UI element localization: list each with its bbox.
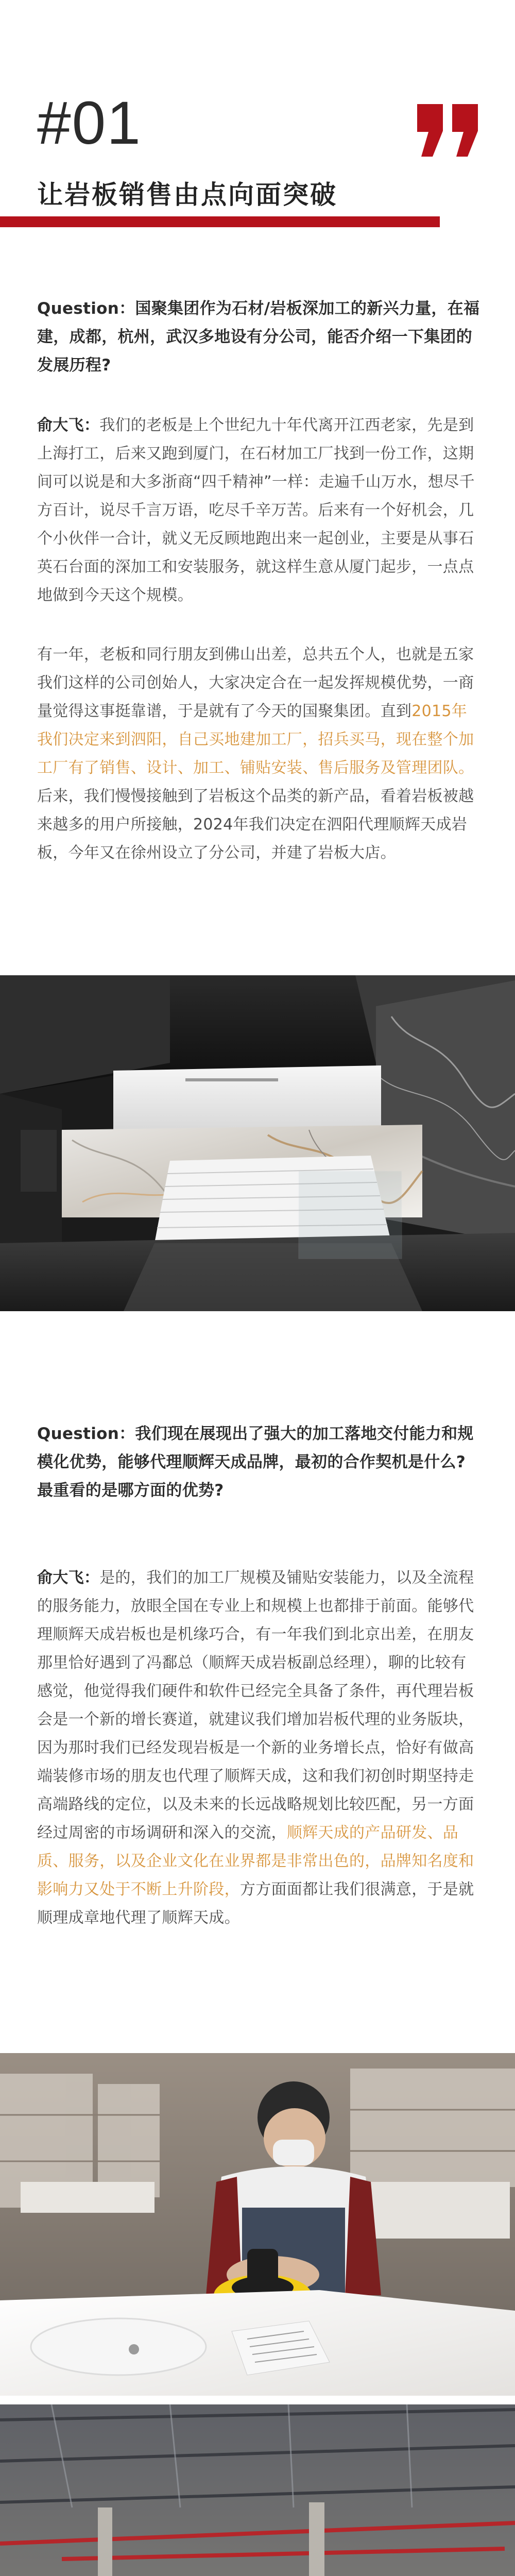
answer-2-paragraph (37, 1564, 480, 1932)
answer-2-text-after: 后来，我们慢慢接触到了岩板这个品类的新产品，看着岩板被越来越多的用户所接触，2024年我们决定在泗阳代理顺辉天成岩板，今年又在徐州设立了分公司，并建了岩板大店。 (37, 787, 474, 862)
title-underline-bar (0, 216, 440, 227)
answer-1-paragraph-2 (37, 640, 480, 867)
answer-3-text-after: 方方面面都让我们很满意，于是就顺理成章地代理了顺辉天成。 (37, 1880, 474, 1927)
factory-floor-photo (0, 2404, 515, 2576)
answer-1-paragraph-1 (37, 411, 480, 609)
answer-3-text-before: 是的，我们的加工厂规模及铺贴安装能力，以及全流程的服务能力，放眼全国在专业上和规模上也都排于前面。能够代理顺辉天成岩板也是机缘巧合，有一年我们到北京出差，在朋友那里恰好遇到了冯鄱总（顺辉天成岩板副总经理），聊的比较有感觉，他觉得我们硬件和软件已经完全具备了条件，再代理岩板会是一个新的增长赛道，就建议我们增加岩板代理的业务版块，因为那时我们已经发现岩板是一个新的业务增长点，恰好有做高端装修市场的朋友也代理了顺辉天成，这和我们初创时期坚持走高端路线的定位，以及未来的长远战略规划比较匹配，另一方面经过周密的市场调研和深入的交流， (37, 1569, 474, 1842)
question-2-text: Question：我们现在展现出了强大的加工落地交付能力和规模化优势，能够代理顺辉天成品牌，最初的合作契机是什么? 最重看的是哪方面的优势? (37, 1425, 474, 1500)
page-title: 让岩板销售由点向面突破 (37, 180, 337, 210)
worker-polishing-photo (0, 2053, 515, 2396)
section-number: #01 (37, 89, 142, 157)
question-1 (37, 295, 480, 380)
answer-2-highlight: 2015年我们决定来到泗阳，自己买地建加工厂，招兵买马，现在整个加工厂有了销售、设计、加工、铺贴安装、售后服务及管理团队。 (37, 702, 474, 777)
section-header (0, 0, 515, 242)
answer-1-text: 我们的老板是上个世纪九十年代离开江西老家，先是到上海打工，后来又跑到厦门，在石材加工厂找到一份工作，这期间可以说是和大多浙商“四千精神”一样：走遍千山万水，想尽千方百计，说尽千言万语，吃尽千辛万苦。后来有一个好机会，几个小伙伴一合计，就义无反顾地跑出来一起创业，主要是从事石英石台面的深加工和安装服务，就这样生意从厦门起步，一点点地做到今天这个规模。 (37, 416, 475, 604)
question-2 (37, 1420, 480, 1505)
answer-3-highlight: 顺辉天成的产品研发、品质、服务，以及企业文化在业界都是非常出色的，品牌知名度和影响力又处于不断上升阶段， (37, 1824, 474, 1899)
speaker-label: 俞大飞： (37, 416, 100, 434)
question-1-text: Question：国聚集团作为石材/岩板深加工的新兴力量，在福建，成都，杭州，武汉多地设有分公司，能否介绍一下集团的发展历程? (37, 299, 480, 375)
quote-mark-icon (415, 102, 482, 159)
answer-2-text-before: 有一年，老板和同行朋友到佛山出差，总共五个人，也就是五家我们这样的公司创始人，大家决定合在一起发挥规模优势，一商量觉得这事挺靠谱，于是就有了今天的国聚集团。直到 (37, 646, 474, 720)
speaker-label: 俞大飞： (37, 1569, 100, 1587)
showroom-photo (0, 975, 515, 1311)
